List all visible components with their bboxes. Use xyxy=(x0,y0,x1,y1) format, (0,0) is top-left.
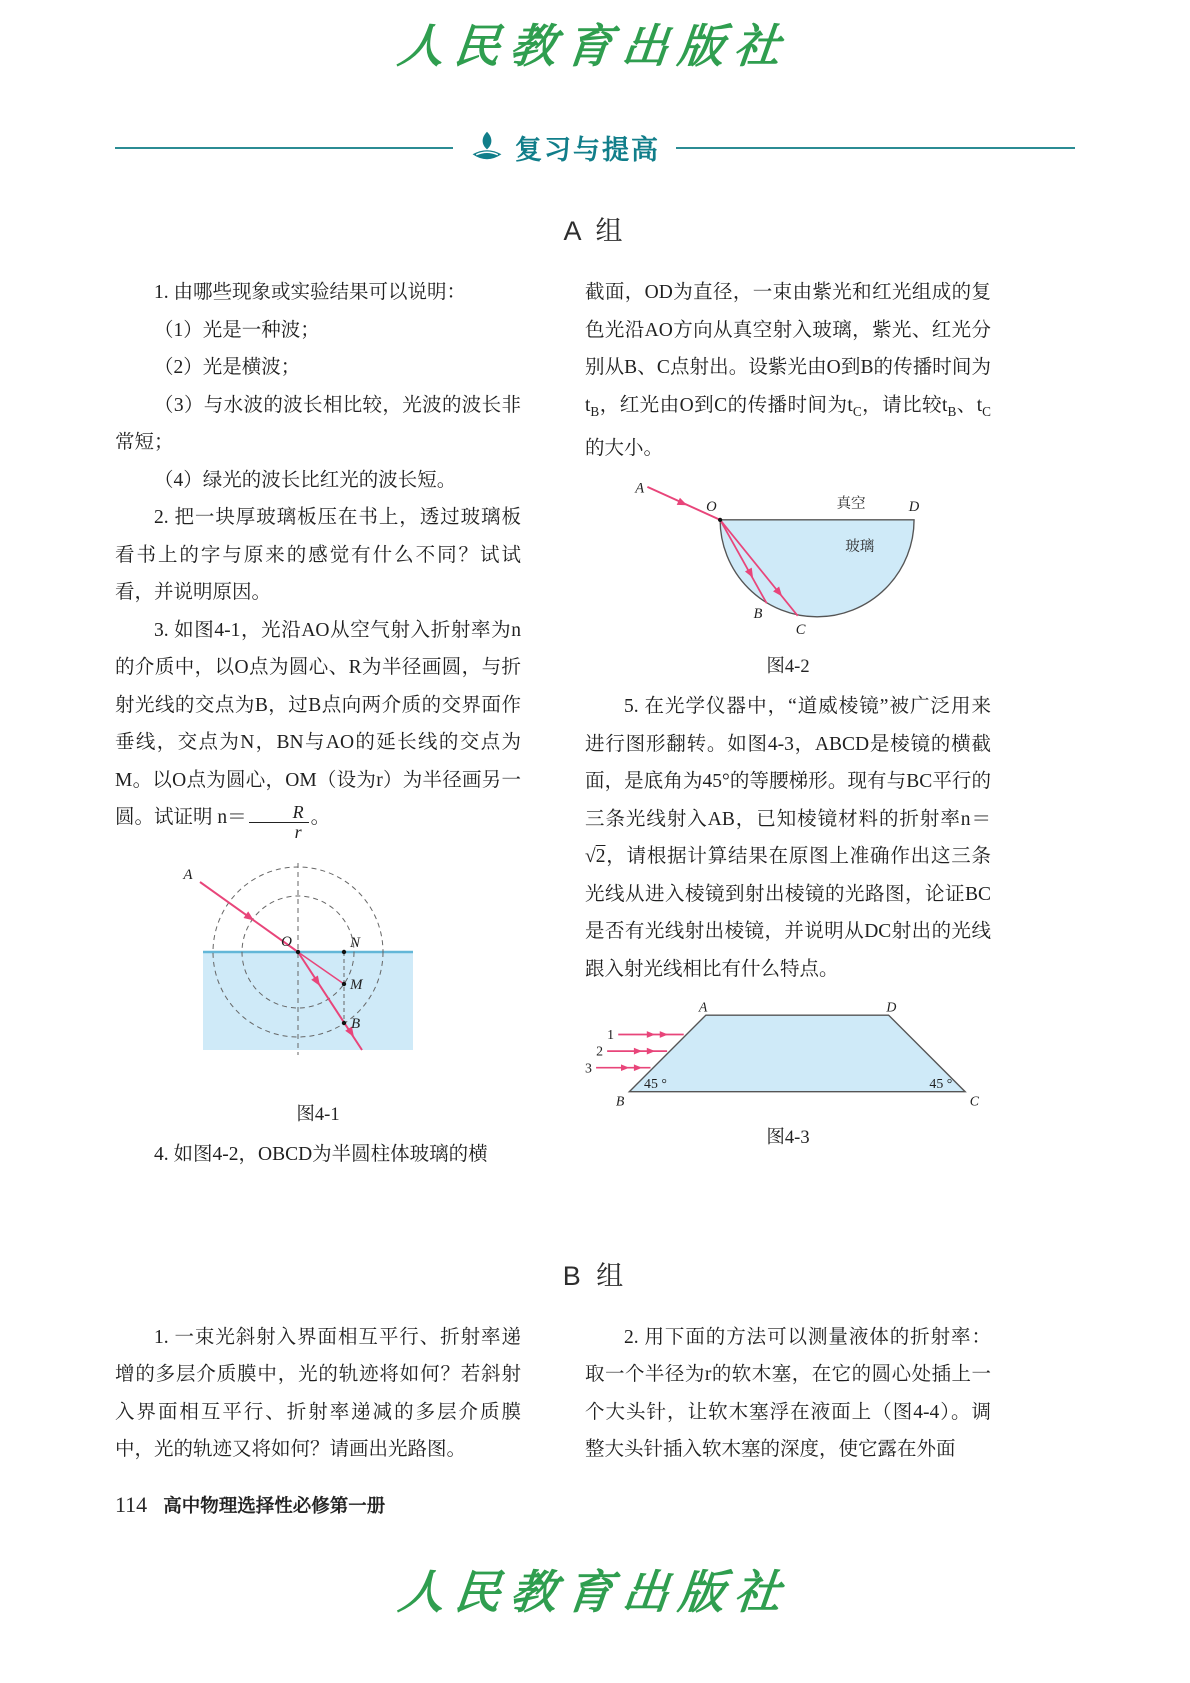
page-number: 114 xyxy=(115,1492,148,1517)
point-B xyxy=(342,1021,346,1025)
review-badge xyxy=(453,128,676,167)
problem-2: 2. 把一块厚玻璃板压在书上，透过玻璃板看书上的字与原来的感觉有什么不同？试试看，并说明原因。 xyxy=(115,507,521,603)
label-C: C xyxy=(969,1093,980,1109)
point-M xyxy=(342,982,346,986)
label-M: M xyxy=(350,977,363,994)
figure-4-3-caption: 图4-3 xyxy=(766,1128,810,1149)
label-D: D xyxy=(886,1002,897,1015)
group-b-title: B 组 xyxy=(562,1260,628,1291)
arrowhead xyxy=(660,1032,668,1039)
publisher-calligraphy-bottom: 人民教育出版社 xyxy=(395,1567,794,1618)
problem-4-text: ，红光由O到C的传播时间为t xyxy=(599,394,853,416)
sqrt-sign: √ xyxy=(585,846,596,868)
group-a-title: A 组 xyxy=(563,216,627,246)
problem-4-text: 截面，OD为直径，一束由紫光和红光组成的复色光沿AO方向从真空射入玻璃，紫光、红光分别从B、C点射出。设紫光由O到B的传播时间为t xyxy=(585,282,991,416)
label-D: D xyxy=(908,499,920,516)
figure-4-3 xyxy=(585,1002,991,1149)
problem-4-text: 、t xyxy=(956,394,983,416)
header-rule-left xyxy=(115,147,453,149)
arrowhead xyxy=(621,1065,629,1072)
page-footer xyxy=(115,1492,385,1518)
group-a-left-column xyxy=(115,274,521,1174)
subscript-B: B xyxy=(590,403,600,419)
point-N xyxy=(342,950,346,954)
group-a-right-column xyxy=(585,274,991,1174)
problem-5-text: 5. 在光学仪器中，“道威棱镜”被广泛用来进行图形翻转。如图4-3，ABCD是棱镜的横截面，是底角为45°的等腰梯形。现有与BC平行的三条光线射入AB，已知棱镜材料的折射率n＝ xyxy=(585,696,991,830)
problem-3-text-end: 。 xyxy=(310,807,331,828)
problem-1: 1. 由哪些现象或实验结果可以说明： xyxy=(154,282,467,303)
problem-4-text: 的大小。 xyxy=(585,437,664,459)
group-a-columns xyxy=(115,274,1075,1174)
b-problem-2: 2. 用下面的方法可以测量液体的折射率：取一个半径为r的软木塞，在它的圆心处插上一个大头针，让软木塞浮在液面上（图4-4）。调整大头针插入软木塞的深度，使它露在外面 xyxy=(585,1326,991,1461)
ray-3-label: 3 xyxy=(585,1060,592,1076)
glass-semicircle xyxy=(720,520,914,617)
problem-1-item-1: （1）光是一种波； xyxy=(154,319,320,341)
prism-trapezoid xyxy=(629,1016,965,1093)
label-B: B xyxy=(615,1093,625,1109)
header-rule-right xyxy=(676,147,1075,149)
ray-2-label: 2 xyxy=(596,1044,603,1060)
subscript-B: B xyxy=(947,403,957,419)
label-B: B xyxy=(753,606,763,623)
label-O: O xyxy=(706,499,717,516)
group-b-right-column xyxy=(585,1319,991,1469)
subscript-C: C xyxy=(852,403,862,419)
fraction-denominator: r xyxy=(294,822,302,843)
figure-4-1-caption: 图4-1 xyxy=(296,1105,340,1126)
book-title: 高中物理选择性必修第一册 xyxy=(163,1495,386,1516)
publisher-calligraphy-top: 人民教育出版社 xyxy=(395,21,793,72)
label-B: B xyxy=(351,1016,361,1033)
arrowhead xyxy=(634,1065,642,1072)
point-O xyxy=(296,950,300,954)
problem-4-start: 4. 如图4-2，OBCD为半圆柱体玻璃的横 xyxy=(154,1144,488,1166)
arrowhead xyxy=(634,1048,642,1055)
problem-5 xyxy=(585,688,991,988)
figure-4-2 xyxy=(628,481,948,678)
problem-3 xyxy=(115,612,521,844)
label-N: N xyxy=(350,935,361,952)
problem-3-text: 3. 如图4-1，光沿AO从空气射入折射率为n的介质中，以O点为圆心、R为半径画圆，与折射光线的交点为B，过B点向两介质的交界面作垂线，交点为N，BN与AO的延长线的交点为M。以O点为圆心，OM（设为r）为半径画另一圆。试证明 n＝ xyxy=(115,619,521,828)
arrowhead xyxy=(677,498,689,509)
problem-1-item-2: （2）光是横波； xyxy=(154,357,301,378)
review-badge-label: 复习与提高 xyxy=(515,135,660,165)
arrowhead xyxy=(647,1048,655,1055)
fraction-numerator: R xyxy=(249,803,309,824)
label-A: A xyxy=(635,481,645,498)
sqrt-radicand: 2 xyxy=(595,846,606,868)
section-header xyxy=(115,128,1075,167)
subscript-C: C xyxy=(982,403,991,419)
problem-4-text: ，请比较t xyxy=(861,394,948,416)
label-A: A xyxy=(698,1002,708,1015)
group-b-columns xyxy=(115,1319,1075,1469)
group-b-left-column xyxy=(115,1319,521,1469)
angle-B-label: 45 ° xyxy=(644,1076,667,1092)
problem-1-item-4: （4）绿光的波长比红光的波长短。 xyxy=(154,469,457,491)
problem-5-text-end: ，请根据计算结果在原图上准确作出这三条光线从进入棱镜到射出棱镜的光路图，论证BC是否有光线射出棱镜，并说明从DC射出的光线跟入射光线相比有什么特点。 xyxy=(585,846,991,980)
label-O: O xyxy=(281,934,292,951)
label-vacuum: 真空 xyxy=(836,496,866,513)
problem-4-continued xyxy=(585,274,991,467)
angle-C-label: 45 ° xyxy=(929,1076,953,1092)
point-O xyxy=(718,518,722,522)
pep-badge-icon xyxy=(469,130,505,166)
figure-4-2-caption: 图4-2 xyxy=(766,657,810,678)
figure-4-1 xyxy=(168,857,468,1126)
ray-1-label: 1 xyxy=(607,1027,615,1043)
b-problem-1: 1. 一束光斜射入界面相互平行、折射率递增的多层介质膜中，光的轨迹将如何？若斜射入界面相互平行、折射率递减的多层介质膜中，光的轨迹又将如何？请画出光路图。 xyxy=(115,1326,521,1461)
label-glass: 玻璃 xyxy=(845,539,875,556)
arrowhead xyxy=(647,1032,655,1039)
fraction-R-over-r xyxy=(247,803,311,844)
problem-1-item-3: （3）与水波的波长相比较，光波的波长非常短； xyxy=(115,394,521,453)
label-C: C xyxy=(795,622,806,639)
label-A: A xyxy=(183,867,193,884)
